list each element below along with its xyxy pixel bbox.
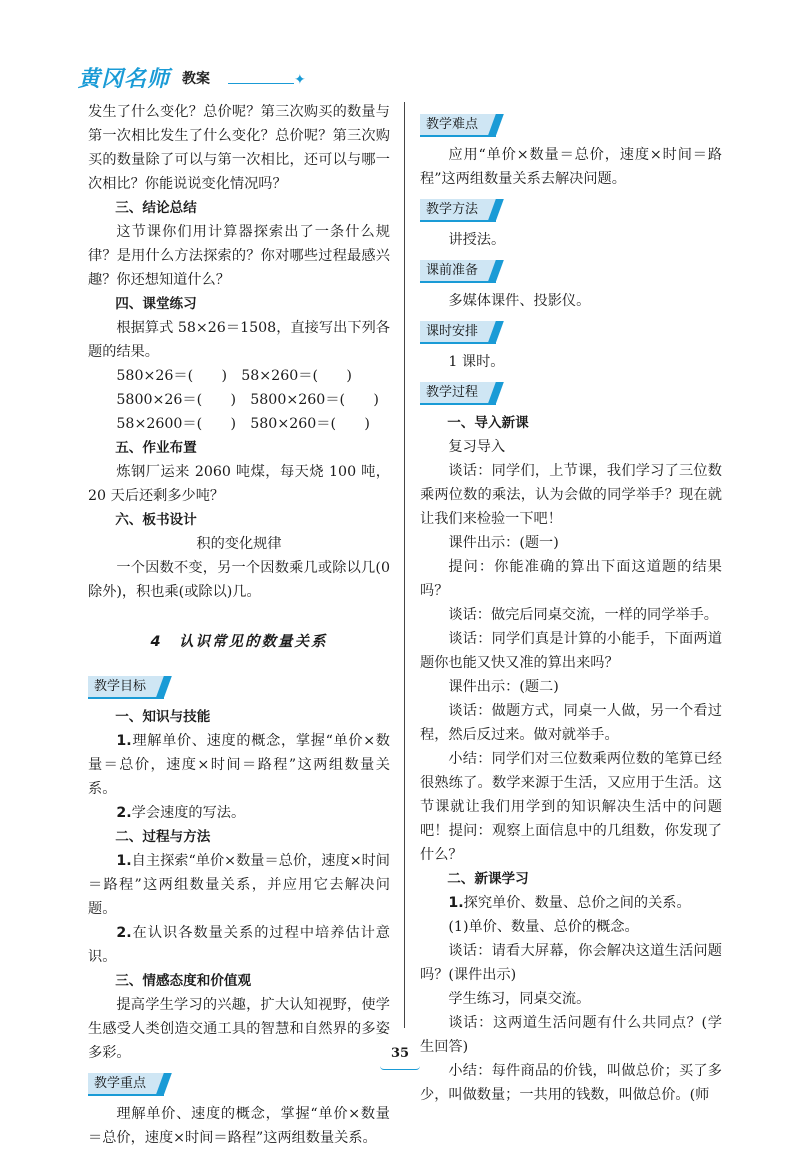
schedule-text: 1 课时。: [448, 354, 505, 370]
goal-item-number: 1.: [116, 733, 132, 749]
goal-attitude-text: 提高学生学习的兴趣，扩大认知视野，使学生感受人类创造交通工具的智慧和自然界的多姿多彩。: [88, 997, 390, 1061]
process-paragraph: 谈话：同学们真是计算的小能手，下面两道题你也能又快又准的算出来吗？: [420, 631, 722, 671]
process-new-lesson-title: 二、新课学习: [447, 871, 529, 887]
page-header: [78, 62, 338, 94]
process-paragraph: 谈话：做题方式，同桌一人做，另一个看过程，然后反过来。做对就举手。: [420, 703, 722, 743]
method-text: 讲授法。: [448, 232, 506, 248]
tag-process: 教学过程: [420, 382, 496, 405]
goal-item-text: 理解单价、速度的概念，掌握“单价×数量＝总价，速度×时间＝路程”这两组数量关系。: [88, 733, 390, 797]
process-intro-subtitle: 复习导入: [448, 439, 506, 455]
goal-item-text: 自主探索“单价×数量＝总价，速度×时间＝路程”这两组数量关系，并应用它去解决问题。: [88, 853, 390, 917]
process-paragraph: 提问：你能准确的算出下面这道题的结果吗？: [420, 559, 722, 599]
tag-key-points: 教学重点: [88, 1073, 164, 1096]
board-design-text: 一个因数不变，另一个因数乘几或除以几(0 除外)，积也乘(或除以)几。: [88, 560, 390, 600]
process-item-number: 1.: [448, 895, 464, 911]
left-column: [88, 100, 390, 1150]
goal-item: [88, 849, 390, 921]
process-intro-title: 一、导入新课: [447, 415, 529, 431]
process-paragraph: 小结：每件商品的价钱，叫做总价；买了多少，叫做数量；一共用的钱数，叫做总价。(师: [420, 1063, 722, 1103]
process-item: [420, 891, 722, 915]
goal-item: [88, 729, 390, 801]
intro-paragraph: 发生了什么变化？总价呢？第三次购买的数量与第一次相比发生了什么变化？总价呢？第三次购买的数量除了可以与第一次相比，还可以与哪一次相比？你能说说变化情况吗？: [88, 104, 390, 192]
exercise-line: 58×2600＝( ) 580×260＝( ): [116, 416, 370, 432]
exercise-line: 5800×26＝( ) 5800×260＝( ): [116, 392, 379, 408]
section-practice-title: 四、课堂练习: [115, 296, 197, 312]
goal-process-title: 二、过程与方法: [115, 829, 211, 845]
page-number: 35: [390, 1046, 410, 1061]
tag-schedule: 课时安排: [420, 321, 496, 344]
process-paragraph: (1)单价、数量、总价的概念。: [448, 919, 639, 935]
process-paragraph: 小结：同学们对三位数乘两位数的笔算已经很熟练了。数学来源于生活，又应用于生活。这节课就让我们用学到的知识解决生活中的问题吧！提问：观察上面信息中的几组数，你发现了什么？: [420, 751, 722, 863]
process-item-text: 探究单价、数量、总价之间的关系。: [463, 895, 691, 911]
difficulty-text: 应用“单价×数量＝总价，速度×时间＝路程”这两组数量关系去解决问题。: [420, 147, 722, 187]
publisher-logo: 黄冈名师: [78, 67, 171, 92]
goal-knowledge-title: 一、知识与技能: [115, 709, 211, 725]
section-homework-title: 五、作业布置: [115, 440, 197, 456]
sparkle-icon: ✦: [294, 72, 306, 88]
section-practice-text: 根据算式 58×26＝1508，直接写出下列各题的结果。: [88, 320, 390, 360]
tag-method: 教学方法: [420, 199, 496, 222]
right-column: [420, 100, 722, 1107]
process-paragraph: 谈话：做完后同桌交流，一样的同学举手。: [448, 607, 718, 623]
tag-difficulty: 教学难点: [420, 114, 496, 137]
goal-item: [88, 801, 390, 825]
tag-preparation: 课前准备: [420, 260, 496, 283]
process-paragraph: 学生练习，同桌交流。: [448, 991, 591, 1007]
goal-item-number: 2.: [116, 925, 132, 941]
exercise-line: 580×26＝( ) 58×260＝( ): [116, 368, 352, 384]
section-homework-text: 炼钢厂运来 2060 吨煤，每天烧 100 吨，20 天后还剩多少吨？: [88, 464, 390, 504]
header-subtitle: 教案: [182, 71, 210, 87]
page-number-ornament: [380, 1066, 420, 1070]
goal-item-number: 2.: [116, 805, 132, 821]
section-conclusion-title: 三、结论总结: [115, 200, 197, 216]
goal-item-text: 在认识各数量关系的过程中培养估计意识。: [88, 925, 390, 965]
key-points-text: 理解单价、速度的概念，掌握“单价×数量＝总价，速度×时间＝路程”这两组数量关系。: [88, 1106, 390, 1146]
process-paragraph: 谈话：请看大屏幕，你会解决这道生活问题吗？(课件出示): [420, 943, 722, 983]
column-divider: [404, 102, 405, 1028]
goal-attitude-title: 三、情感态度和价值观: [115, 973, 252, 989]
process-paragraph: 谈话：这两道生活问题有什么共同点？(学生回答): [420, 1015, 722, 1055]
section-board-title: 六、板书设计: [115, 512, 197, 528]
preparation-text: 多媒体课件、投影仪。: [448, 293, 591, 309]
chapter-title: 4 认识常见的数量关系: [150, 634, 328, 650]
process-paragraph: 课件出示：(题一): [448, 535, 559, 551]
goal-item: [88, 921, 390, 969]
goal-item-number: 1.: [116, 853, 132, 869]
tag-teaching-goals: 教学目标: [88, 676, 164, 699]
section-conclusion-text: 这节课你们用计算器探索出了一条什么规律？是用什么方法探索的？你对哪些过程最感兴趣？你还想知道什么？: [88, 224, 390, 288]
process-paragraph: 课件出示：(题二): [448, 679, 559, 695]
goal-item-text: 学会速度的写法。: [131, 805, 246, 821]
board-design-title: 积的变化规律: [196, 536, 282, 552]
process-paragraph: 谈话：同学们，上节课，我们学习了三位数乘两位数的乘法，认为会做的同学举手？现在就让我们来检验一下吧！: [420, 463, 722, 527]
header-rule: [228, 83, 294, 84]
